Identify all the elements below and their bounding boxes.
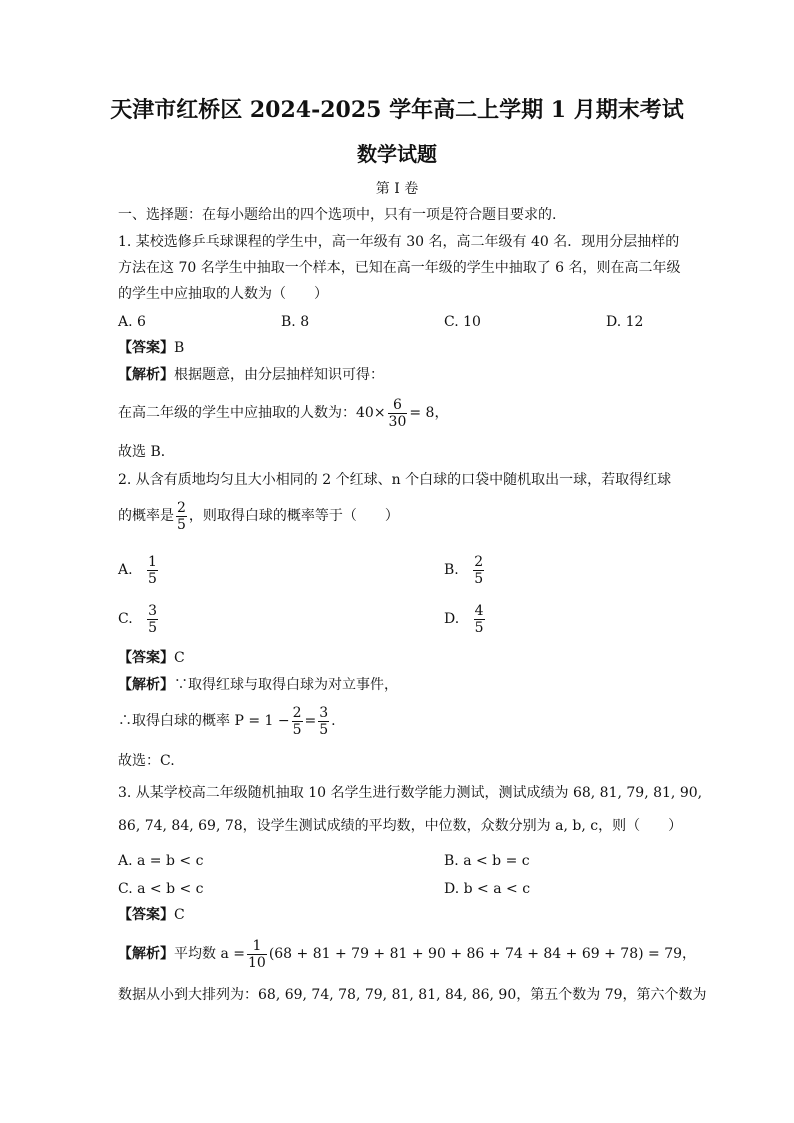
option-label: D. [444,611,460,627]
q1-line-2: 方法在这 70 名学生中抽取一个样本，已知在高一年级的学生中抽取了 6 名，则在高二年级 [118,260,681,276]
q1-option-c: C. 10 [444,314,481,330]
analysis-text: 平均数 a = [174,946,245,962]
q3-analysis-1 [118,936,696,972]
q2-option-a [118,552,160,588]
q1-line-1: 1. 某校选修乒乓球课程的学生中，高一年级有 30 名，高二年级有 40 名．现用分层抽样的 [118,234,680,250]
q2-conclusion: 故选：C. [118,753,175,769]
analysis-label: 【解析】 [118,367,174,383]
fraction-numerator: 2 [292,704,302,721]
fraction-denominator: 5 [474,570,484,587]
fraction-numerator: 2 [474,553,484,570]
q2-option-d [444,601,487,637]
fraction-numerator: 3 [148,602,158,619]
q1-option-d: D. 12 [606,314,644,330]
answer-label: 【答案】 [118,907,174,923]
q3-line-2: 86, 74, 84, 69, 78，设学生测试成绩的平均数，中位数，众数分别为 a, b, c，则（ ） [118,818,683,834]
fraction-numerator: 2 [177,499,186,516]
q1-answer [118,339,184,357]
option-label: A. [118,562,133,578]
q3-option-d: D. b < a < c [444,881,531,897]
analysis-label: 【解析】 [118,677,174,693]
q2-analysis-2 [118,703,336,739]
q1-option-a: A. 6 [118,314,146,330]
option-fraction [473,554,484,587]
calc-rhs: = 8， [409,405,449,421]
q2-text: 的概率是 [118,508,174,524]
exam-title: 天津市红桥区 2024-2025 学年高二上学期 1 月期末考试 [110,97,684,123]
fraction-denominator: 5 [292,721,302,738]
option-label: C. [118,611,133,627]
answer-label: 【答案】 [118,650,174,666]
calc-lhs: 40× [356,405,386,421]
answer-value: C [174,907,185,923]
q2-option-c [118,601,160,637]
answer-label: 【答案】 [118,340,174,356]
q1-analysis-1 [118,366,384,384]
q3-analysis-2: 数据从小到大排列为：68, 69, 74, 78, 79, 81, 81, 84, 86, 90，第五个数为 79，第六个数为 [118,987,707,1003]
q2-option-b [444,552,486,588]
q3-option-a: A. a = b < c [118,853,204,869]
exam-subtitle: 数学试题 [357,142,437,166]
fraction-denominator: 5 [319,721,329,738]
probability-fraction [318,705,329,738]
fraction-denominator: 5 [177,516,186,533]
analysis-text: 在高二年级的学生中应抽取的人数为： [118,405,356,421]
q1-option-b: B. 8 [281,314,310,330]
fraction-numerator: 3 [319,704,329,721]
fraction-denominator: 30 [388,413,407,430]
q1-line-3: 的学生中应抽取的人数为（ ） [118,286,328,302]
q1-conclusion: 故选 B． [118,444,175,460]
analysis-text: ∴取得白球的概率 P = 1 − [118,713,290,729]
q2-answer [118,649,185,667]
option-fraction [147,603,158,636]
period: . [331,713,336,729]
answer-value: C [174,650,185,666]
average-fraction [247,938,267,971]
q2-line-2 [118,498,399,534]
equals-sign: = [304,713,317,729]
q3-option-c: C. a < b < c [118,881,204,897]
option-fraction [147,554,158,587]
fraction-numerator: 6 [393,396,402,413]
fraction-numerator: 4 [474,602,484,619]
probability-fraction [176,500,187,533]
section-instruction: 一、选择题：在每小题给出的四个选项中，只有一项是符合题目要求的. [118,207,557,223]
answer-value: B [174,340,185,356]
q2-line-1: 2. 从含有质地均匀且大小相同的 2 个红球、n 个白球的口袋中随机取出一球，若取得红球 [118,472,672,488]
q3-answer [118,906,185,924]
analysis-text: ∵取得红球与取得白球为对立事件， [174,677,398,693]
q2-text: ，则取得白球的概率等于（ ） [188,508,399,524]
calc-fraction [388,397,408,430]
q1-analysis-2 [118,396,448,430]
volume-label: 第 I 卷 [375,181,419,197]
fraction-denominator: 5 [148,619,158,636]
average-expression: (68 + 81 + 79 + 81 + 90 + 86 + 74 + 84 + 69 + 78) = 79， [268,946,697,962]
probability-fraction [292,705,303,738]
fraction-denominator: 5 [474,619,484,636]
fraction-denominator: 10 [247,954,266,971]
fraction-denominator: 5 [148,570,157,587]
fraction-numerator: 1 [148,553,157,570]
q2-analysis-1 [118,676,398,694]
option-label: B. [444,562,459,578]
q3-option-b: B. a < b = c [444,853,530,869]
fraction-numerator: 1 [252,937,262,954]
analysis-text: 根据题意，由分层抽样知识可得： [174,367,384,383]
q3-line-1: 3. 从某学校高二年级随机抽取 10 名学生进行数学能力测试，测试成绩为 68, 81, 79, 81, 90, [118,785,703,801]
option-fraction [474,603,485,636]
analysis-label: 【解析】 [118,946,174,962]
